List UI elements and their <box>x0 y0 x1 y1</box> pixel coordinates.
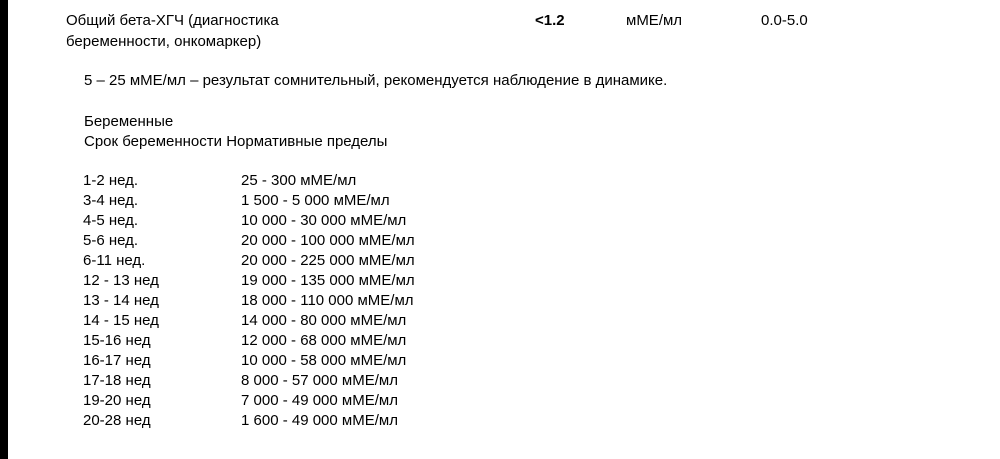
column-header-term: Срок беременности <box>84 133 223 150</box>
normative-range: 10 000 - 30 000 мМЕ/мл <box>241 212 407 229</box>
normative-range: 19 000 - 135 000 мМЕ/мл <box>241 272 415 289</box>
gestation-term: 4-5 нед. <box>83 212 139 229</box>
gestation-term: 19-20 нед <box>83 392 151 409</box>
pregnancy-section-title: Беременные <box>84 113 174 130</box>
normative-range: 18 000 - 110 000 мМЕ/мл <box>241 292 414 309</box>
test-result-value: <1.2 <box>535 12 565 29</box>
gestation-term: 5-6 нед. <box>83 232 139 249</box>
test-unit: мМЕ/мл <box>626 12 683 29</box>
left-border-bar <box>0 0 8 459</box>
normative-range: 10 000 - 58 000 мМЕ/мл <box>241 352 407 369</box>
gestation-term: 16-17 нед <box>83 352 151 369</box>
normative-range: 25 - 300 мМЕ/мл <box>241 172 357 189</box>
normative-range: 1 500 - 5 000 мМЕ/мл <box>241 192 390 209</box>
gestation-term: 17-18 нед <box>83 372 151 389</box>
interpretation-note: 5 – 25 мМЕ/мл – результат сомнительный, рекомендуется наблюдение в динамике. <box>84 72 668 89</box>
normative-range: 20 000 - 225 000 мМЕ/мл <box>241 252 415 269</box>
gestation-term: 20-28 нед <box>83 412 151 429</box>
gestation-term: 1-2 нед. <box>83 172 139 189</box>
pregnancy-table-header <box>84 131 387 152</box>
gestation-term: 6-11 нед. <box>83 252 146 269</box>
test-reference-range: 0.0-5.0 <box>761 12 808 29</box>
normative-range: 12 000 - 68 000 мМЕ/мл <box>241 332 407 349</box>
gestation-term: 15-16 нед <box>83 332 151 349</box>
normative-range: 7 000 - 49 000 мМЕ/мл <box>241 392 398 409</box>
normative-range: 1 600 - 49 000 мМЕ/мл <box>241 412 398 429</box>
normative-range: 14 000 - 80 000 мМЕ/мл <box>241 312 407 329</box>
test-name-line2: беременности, онкомаркер) <box>66 33 262 50</box>
normative-range: 20 000 - 100 000 мМЕ/мл <box>241 232 415 249</box>
gestation-term: 3-4 нед. <box>83 192 139 209</box>
test-name-line1: Общий бета-ХГЧ (диагностика <box>66 12 279 29</box>
gestation-term: 12 - 13 нед <box>83 272 159 289</box>
column-header-range: Нормативные пределы <box>226 133 388 150</box>
gestation-term: 13 - 14 нед <box>83 292 159 309</box>
gestation-term: 14 - 15 нед <box>83 312 159 329</box>
test-name <box>66 10 366 52</box>
normative-range: 8 000 - 57 000 мМЕ/мл <box>241 372 398 389</box>
